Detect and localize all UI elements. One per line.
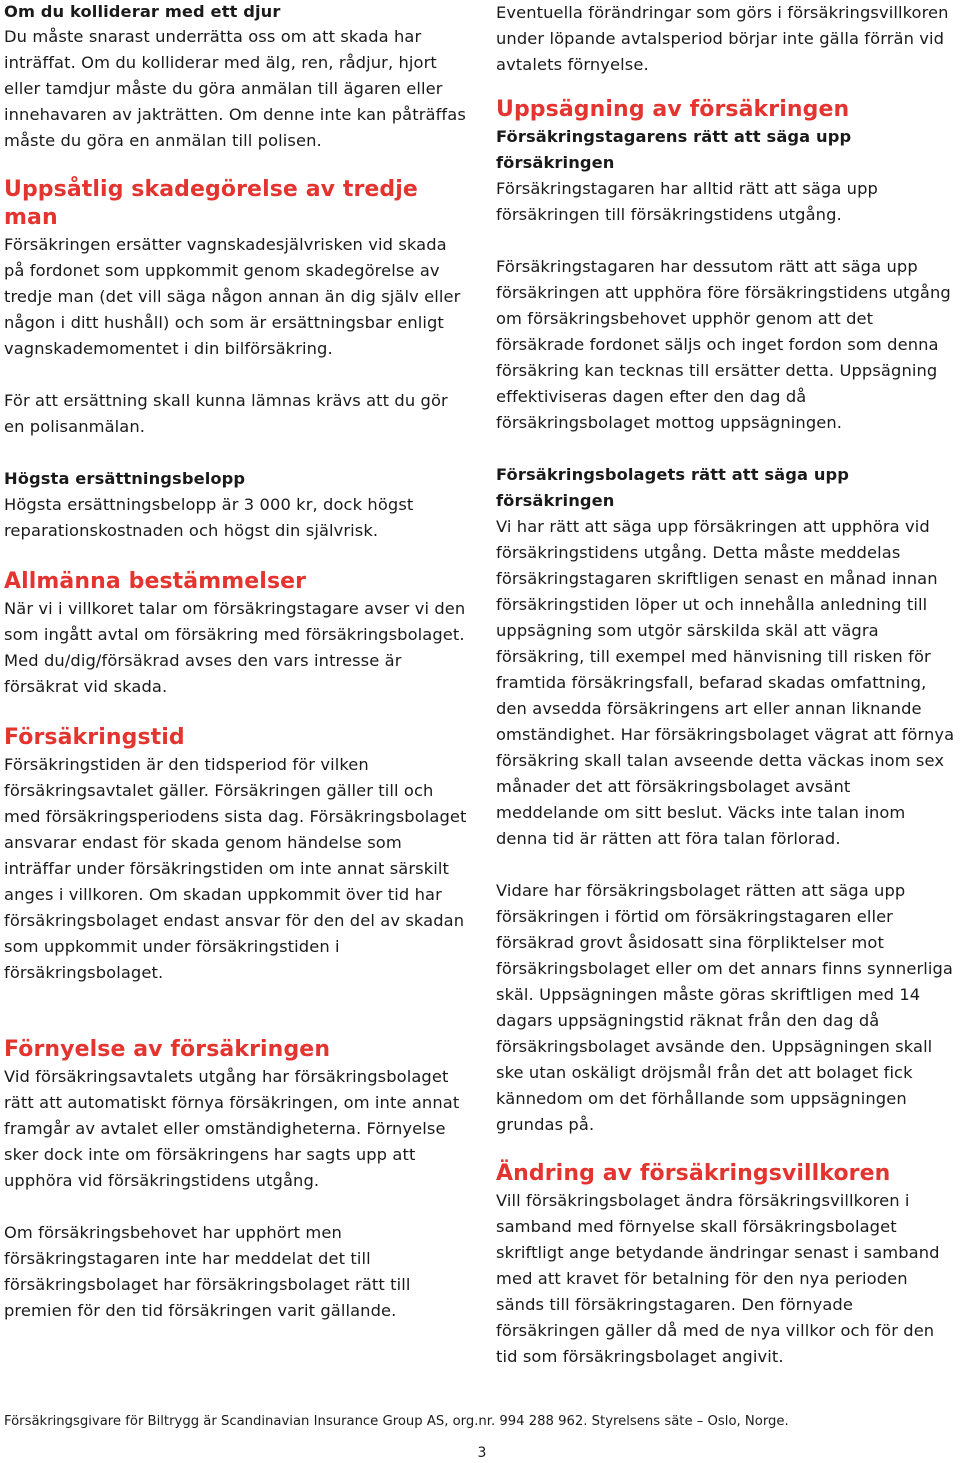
vandalism-paragraph-2: För att ersättning skall kunna lämnas krävs att du gör en polisanmälan. — [4, 391, 448, 436]
renewal-heading: Förnyelse av försäkringen — [4, 1037, 331, 1062]
terms-amendment-heading: Ändring av försäkringsvillkoren — [496, 1161, 891, 1186]
right-column — [496, 0, 958, 1370]
insurance-period-heading: Försäkringstid — [4, 725, 185, 750]
holder-termination-subheading: Försäkringstagarens rätt att säga upp försäkringen — [496, 127, 852, 172]
insurer-termination-paragraph-2: Vidare har försäkringsbolaget rätten att säga upp försäkringen i förtid om försäkringstagaren eller försäkrad grovt åsidosatt sina förpliktelser mot försäkringsbolaget eller om det annars finns synnerliga skäl. Uppsägningen måste göras skriftligen med 14 dagars uppsägningstid räknat från den dag då försäkringsbolaget avsände den. Uppsägningen skall ske utan oskäligt dröjsmål från det att bolaget fick kännedom om det förhållande som uppsägningen grundas på. — [496, 881, 954, 1134]
general-provisions-paragraph: När vi i villkoret talar om försäkringstagare avser vi den som ingått avtal om försäkring med försäkringsbolaget. Med du/dig/försäkrad avses den vars intresse är försäkrat vid skada. — [4, 599, 466, 696]
footer-legal-text: Försäkringsgivare för Biltrygg är Scandinavian Insurance Group AS, org.nr. 994 288 962. Styrelsens säte – Oslo, Norge. — [4, 1414, 789, 1429]
insurance-period-paragraph: Försäkringstiden är den tidsperiod för vilken försäkringsavtalet gäller. Försäkringen gäller till och med försäkringsperiodens sista dag. Försäkringsbolaget ansvarar endast för skada genom händelse som inträffar under försäkringstiden om inte annat särskilt anges i villkoren. Om skadan uppkommit över tid har försäkringsbolaget endast ansvar för den del av skadan som uppkommit under försäkringstiden i försäkringsbolaget. — [4, 755, 467, 982]
left-column — [4, 0, 470, 1324]
vandalism-paragraph-1: Försäkringen ersätter vagnskadesjälvrisken vid skada på fordonet som uppkommit genom skadegörelse av tredje man (det vill säga någon annan än dig själv eller någon i ditt hushåll) och som är ersättningsbar enligt vagnskademomentet i din bilförsäkring. — [4, 235, 461, 358]
max-compensation-paragraph: Högsta ersättningsbelopp är 3 000 kr, dock högst reparationskostnaden och högst din självrisk. — [4, 495, 414, 540]
page-number: 3 — [477, 1445, 487, 1461]
vandalism-heading: Uppsåtlig skadegörelse av tredje man — [4, 177, 418, 230]
insurer-termination-paragraph-1: Vi har rätt att säga upp försäkringen att upphöra vid försäkringstidens utgång. Detta måste meddelas försäkringstagaren skriftligen senast en månad innan försäkringstiden löper ut och innehålla anledning till uppsägning som utgör särskilda skäl att vägra försäkring, till exempel med hänvisning till risken för framtida försäkringsfall, befarad skadas omfattning, den avsedda försäkringens art eller annan liknande omständighet. Har försäkringsbolaget vägrat att förnya försäkring skall talan avseende detta väckas inom sex månader det att försäkringsbolaget avsänt meddelande om sitt beslut. Väcks inte talan inom denna tid är rätten att föra talan förlorad. — [496, 517, 955, 848]
general-provisions-heading: Allmänna bestämmelser — [4, 569, 307, 594]
max-compensation-heading: Högsta ersättningsbelopp — [4, 469, 246, 488]
collision-paragraph: Du måste snarast underrätta oss om att skada har inträffat. Om du kolliderar med älg, ren, rådjur, hjort eller tamdjur måste du göra anmälan till ägaren eller innehavaren av jakträtten. Om denne inte kan påträffas måste du göra en anmälan till polisen. — [4, 27, 466, 150]
renewal-paragraph-2: Om försäkringsbehovet har upphört men försäkringstagaren inte har meddelat det till försäkringsbolaget har försäkringsbolaget rätt till premien för den tid försäkringen varit gällande. — [4, 1223, 411, 1320]
termination-heading: Uppsägning av försäkringen — [496, 97, 850, 122]
holder-termination-paragraph-2: Försäkringstagaren har dessutom rätt att säga upp försäkringen att upphöra före försäkringstidens utgång om försäkringsbehovet upphör genom att det försäkrade fordonet säljs och inget fordon som denna försäkring kan tecknas till ersätter detta. Uppsägning effektiviseras dagen efter den dag då försäkringsbolaget mottog uppsägningen. — [496, 257, 951, 432]
renewal-paragraph-1: Vid försäkringsavtalets utgång har försäkringsbolaget rätt att automatiskt förnya försäkringen, om inte annat framgår av avtalet eller omständigheterna. Förnyelse sker dock inte om försäkringens har sagts upp att upphöra vid försäkringstidens utgång. — [4, 1067, 460, 1190]
holder-termination-paragraph-1: Försäkringstagaren har alltid rätt att säga upp försäkringen till försäkringstidens utgång. — [496, 179, 878, 224]
collision-heading: Om du kolliderar med ett djur — [4, 2, 281, 21]
terms-amendment-paragraph: Vill försäkringsbolaget ändra försäkringsvillkoren i samband med förnyelse skall försäkringsbolaget skriftligt ange betydande ändringar senast i samband med att kravet för betalning för den nya perioden sänds till försäkringstagaren. Den förnyade försäkringen gäller då med de nya villkor och för den tid som försäkringsbolaget angivit. — [496, 1191, 940, 1366]
insurer-termination-subheading: Försäkringsbolagets rätt att säga upp försäkringen — [496, 465, 850, 510]
terms-changes-paragraph: Eventuella förändringar som görs i försäkringsvillkoren under löpande avtalsperiod börjar inte gälla förrän vid avtalets förnyelse. — [496, 3, 949, 74]
